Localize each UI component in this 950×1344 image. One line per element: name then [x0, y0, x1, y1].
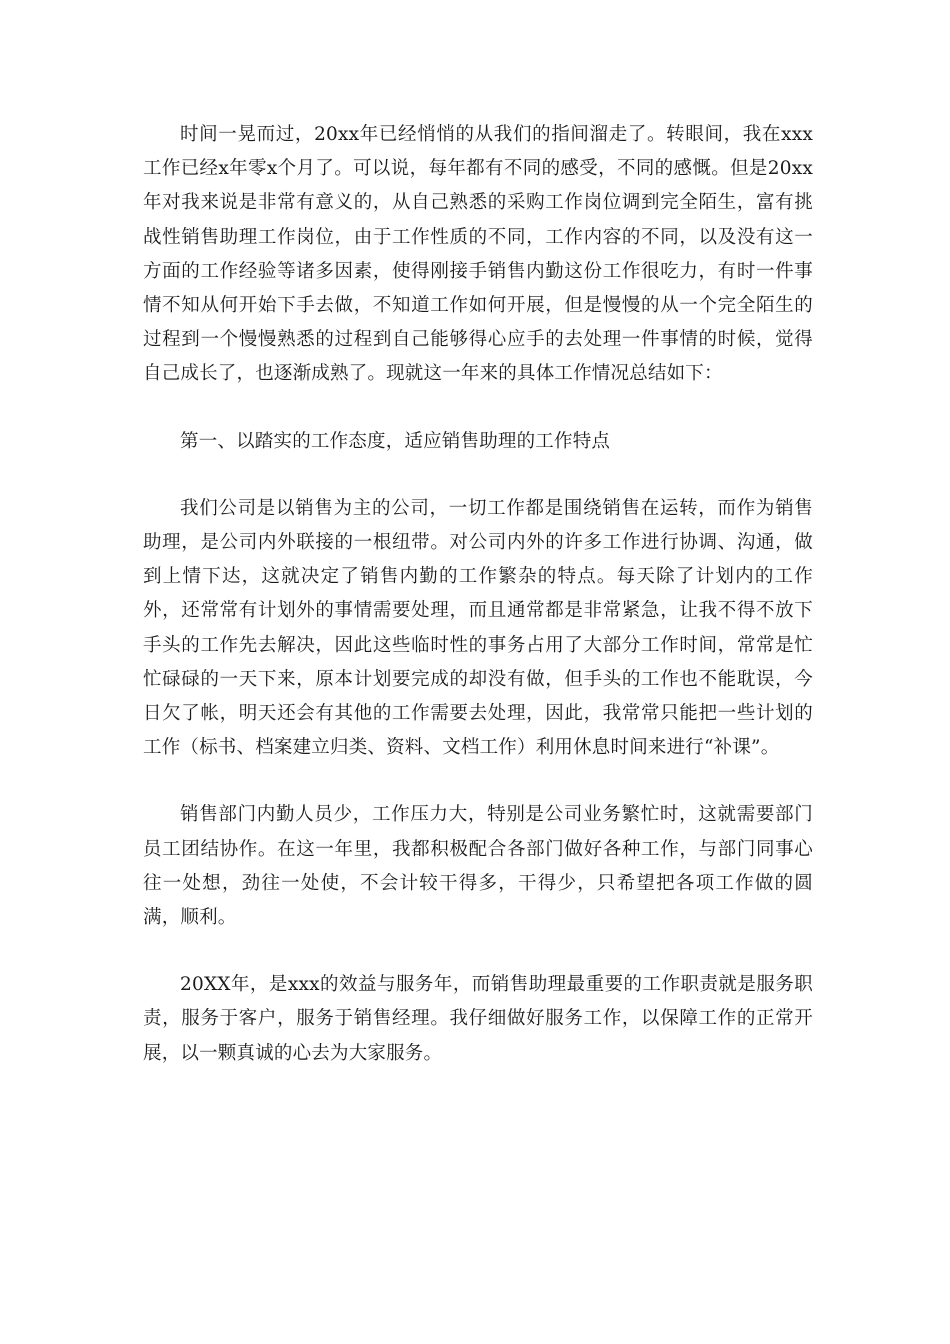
document-body [143, 118, 813, 1071]
paragraph-spacer [143, 459, 813, 492]
paragraph-spacer [143, 935, 813, 968]
intro-paragraph: 时间一晃而过，20xx年已经悄悄的从我们的指间溜走了。转眼间，我在xxx工作已经x年零x个月了。可以说，每年都有不同的感受，不同的感慨。但是20xx年对我来说是非常有意义的，从自己熟悉的采购工作岗位调到完全陌生，富有挑战性销售助理工作岗位，由于工作性质的不同，工作内容的不同，以及没有这一方面的工作经验等诸多因素，使得刚接手销售内勤这份工作很吃力，有时一件事情不知从何开始下手去做，不知道工作如何开展，但是慢慢的从一个完全陌生的过程到一个慢慢熟悉的过程到自己能够得心应手的去处理一件事情的时候，觉得自己成长了，也逐渐成熟了。现就这一年来的具体工作情况总结如下： [143, 124, 813, 385]
section-heading: 第一、以踏实的工作态度，适应销售助理的工作特点 [180, 430, 611, 452]
paragraph-spacer [143, 392, 813, 425]
paragraph-spacer [143, 765, 813, 798]
body-paragraph-service: 20XX年，是xxx的效益与服务年，而销售助理最重要的工作职责就是服务职责，服务于客户，服务于销售经理。我仔细做好服务工作，以保障工作的正常开展，以一颗真诚的心去为大家服务。 [143, 974, 813, 1064]
body-paragraph-teamwork: 销售部门内勤人员少，工作压力大，特别是公司业务繁忙时，这就需要部门员工团结协作。在这一年里，我都积极配合各部门做好各种工作，与部门同事心往一处想，劲往一处使，不会计较干得多，干得少，只希望把各项工作做的圆满，顺利。 [143, 804, 813, 929]
body-paragraph-sales-assistant: 我们公司是以销售为主的公司，一切工作都是围绕销售在运转，而作为销售助理，是公司内外联接的一根纽带。对公司内外的许多工作进行协调、沟通，做到上情下达，这就决定了销售内勤的工作繁杂的特点。每天除了计划内的工作外，还常常有计划外的事情需要处理，而且通常都是非常紧急，让我不得不放下手头的工作先去解决，因此这些临时性的事务占用了大部分工作时间，常常是忙忙碌碌的一天下来，原本计划要完成的却没有做，但手头的工作也不能耽误，今日欠了帐，明天还会有其他的工作需要去处理，因此，我常常只能把一些计划的工作（标书、档案建立归类、资料、文档工作）利用休息时间来进行“补课”。 [143, 497, 813, 759]
